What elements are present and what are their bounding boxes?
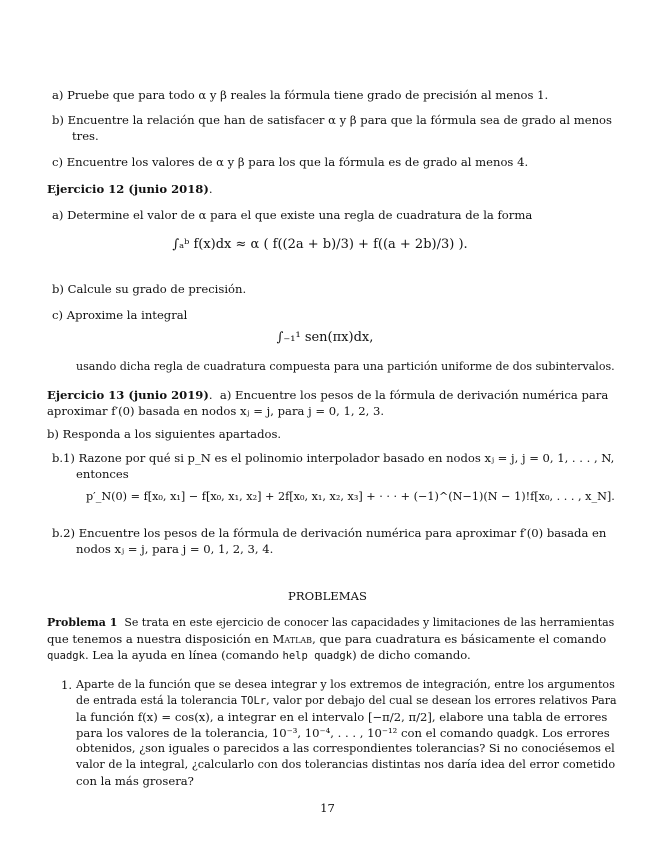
ej12-formula: ∫ₐᵇ f(x)dx ≈ α ( f((2a + b)/3) + f((a + 2b)/3) ). — [172, 237, 468, 252]
ej13-item-b: b) Responda a los siguientes apartados. — [47, 427, 282, 441]
ej12-item-a: a) Determine el valor de α para el que existe una regla de cuadratura de la forma — [52, 208, 533, 222]
item-a-prev: a) Pruebe que para todo α y β reales la fórmula tiene grado de precisión al menos 1. — [52, 88, 549, 102]
item1-l6: valor de la integral, ¿calcularlo con dos tolerancias distintas nos daría idea del error cometido — [76, 758, 616, 771]
ej13-line2: aproximar f′(0) basada en nodos xⱼ = j, para j = 0, 1, 2, 3. — [47, 404, 385, 418]
ej12-heading — [47, 181, 213, 197]
ej12-item-c: c) Aproxime la integral — [52, 308, 188, 322]
p1-l3b: ) de dicho comando. — [352, 648, 471, 662]
p1-line3 — [47, 647, 471, 664]
ej13-heading — [47, 387, 608, 403]
ej13-b1-formula: p′_N(0) = f[x₀, x₁] − f[x₀, x₁, x₂] + 2f[x₀, x₁, x₂, x₃] + · · · + (−1)^(N−1)(N − 1)!f[x₀, . . . , x_N]. — [86, 490, 615, 503]
p1-l1: Se trata en este ejercicio de conocer las capacidades y limitaciones de las herramientas — [124, 616, 615, 629]
ej13-b1-line2: entonces — [76, 467, 129, 481]
p1-label: Problema 1 — [47, 616, 118, 629]
p1-line1 — [47, 615, 614, 631]
ej13-title-end: . — [208, 388, 213, 402]
p1-l2a: que tenemos a nuestra disposición en — [47, 632, 273, 646]
item1-l4b: . Los errores — [534, 726, 610, 740]
ej13-b2-line1: b.2) Encuentre los pesos de la fórmula de derivación numérica para aproximar f′(0) basada en — [52, 526, 607, 540]
p1-l3a: . Lea la ayuda en línea (comando — [84, 648, 283, 662]
item1-l7: con la más grosera? — [76, 774, 194, 788]
item1-l3: la función f(x) = cos(x), a integrar en el intervalo [−π/2, π/2], elabore una tabla de errores — [76, 710, 608, 724]
problemas-heading: PROBLEMAS — [288, 589, 367, 603]
p1-matlab: Matlab — [272, 632, 313, 646]
p1-line2 — [47, 631, 606, 647]
ej13-b1-line1: b.1) Razone por qué si p_N es el polinomio interpolador basado en nodos xⱼ = j, j = 0, 1, . . . , N, — [52, 451, 615, 465]
item-b-prev: b) Encuentre la relación que han de satisfacer α y β para que la fórmula sea de grado al menos — [52, 113, 612, 127]
item1-l2a: de entrada está la tolerancia — [76, 694, 241, 707]
item1-l2b: , valor por debajo del cual se desean los errores relativos Para — [266, 694, 617, 707]
p1-l2b: , que para cuadratura es básicamente el comando — [312, 632, 607, 646]
item-b-prev-cont: tres. — [72, 129, 99, 143]
item1-tol: TOLr — [240, 695, 267, 707]
item1-l1: Aparte de la función que se desea integrar y los extremos de integración, entre los argumentos — [76, 678, 615, 691]
p1-help: help quadgk — [282, 650, 353, 662]
p1-quadgk: quadgk — [47, 650, 85, 662]
ej13-line1: a) Encuentre los pesos de la fórmula de derivación numérica para — [219, 388, 609, 402]
ej12-title-end: . — [208, 182, 213, 196]
page-number: 17 — [320, 801, 335, 815]
ej13-title: Ejercicio 13 (junio 2019) — [47, 388, 209, 402]
ej12-item-b: b) Calcule su grado de precisión. — [52, 282, 247, 296]
item1-quadgk: quadgk — [496, 728, 535, 740]
item1-l2 — [76, 693, 617, 709]
item-c-prev: c) Encuentre los valores de α y β para los que la fórmula es de grado al menos 4. — [52, 155, 529, 169]
item1-number: 1. — [61, 678, 73, 692]
ej13-b2-line2: nodos xⱼ = j, para j = 0, 1, 2, 3, 4. — [76, 542, 274, 556]
ej12-integral: ∫₋₁¹ sen(πx)dx, — [276, 330, 374, 345]
item1-l4a: para los valores de la tolerancia, 10⁻³, 10⁻⁴, . . . , 10⁻¹² con el comando — [76, 726, 497, 740]
item1-l5: obtenidos, ¿son iguales o parecidos a las correspondientes tolerancias? Si no conociésemos el — [76, 742, 615, 755]
ej12-item-c-end: usando dicha regla de cuadratura compuesta para una partición uniforme de dos subintervalos. — [76, 360, 615, 373]
ej12-title: Ejercicio 12 (junio 2018) — [47, 182, 209, 196]
item1-l4 — [76, 725, 610, 742]
